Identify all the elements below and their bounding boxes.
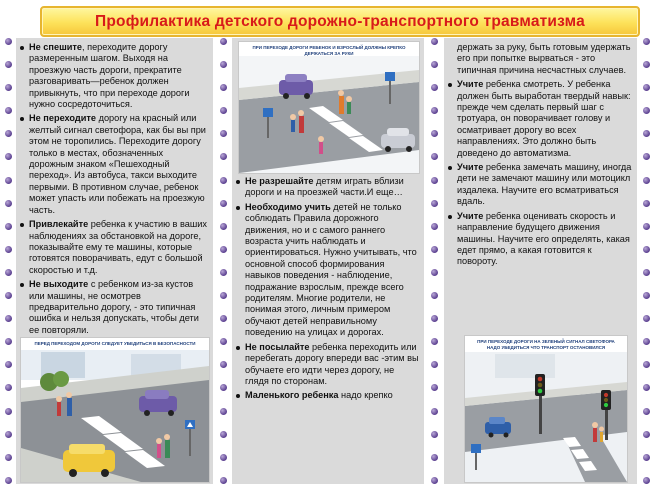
- decorative-dot: [5, 84, 12, 91]
- decorative-dot: [220, 223, 227, 230]
- decorative-dot: [431, 408, 438, 415]
- decorative-dot: [431, 269, 438, 276]
- decorative-dot: [5, 384, 12, 391]
- illustration-caption: ПЕРЕД ПЕРЕХОДОМ ДОРОГИ СЛЕДУЕТ УБЕДИТЬСЯ В БЕЗОПАСНОСТИ: [34, 341, 196, 346]
- illustration-caption: ПРИ ПЕРЕХОДЕ ДОРОГИ НА ЗЕЛЕНЫЙ СИГНАЛ СВЕТОФОРА НАДО УБЕДИТЬСЯ ЧТО ТРАНСПОРТ ОСТАНОВИЛСЯ: [477, 339, 615, 350]
- decorative-dot: [643, 431, 650, 438]
- decorative-dot: [643, 315, 650, 322]
- decorative-dot: [643, 477, 650, 484]
- decorative-dot: [431, 130, 438, 137]
- decorative-dot: [5, 107, 12, 114]
- column-1-list: [16, 38, 213, 336]
- item-text: детям играть вблизи дороги и на проезжей части.И еще…: [245, 176, 404, 198]
- decorative-dot: [5, 38, 12, 45]
- decorative-dot: [643, 292, 650, 299]
- column-3: [444, 38, 637, 484]
- list-item: [235, 176, 419, 199]
- title-banner: [40, 6, 640, 37]
- item-text: ребенка замечать машину, иногда дети не замечают машину или мотоцикл издалека. Научите его всматриваться вдаль.: [457, 162, 632, 207]
- decorative-dot: [431, 292, 438, 299]
- decorative-dot: [643, 454, 650, 461]
- column-3-list: [447, 79, 632, 268]
- decorative-dot: [5, 454, 12, 461]
- illustration-crossing-safety: [20, 337, 210, 483]
- crossing-scene-image: [239, 42, 419, 173]
- decorative-dot: [643, 177, 650, 184]
- item-text: надо крепко: [338, 390, 393, 401]
- decorative-dot: [5, 223, 12, 230]
- decorative-dot: [5, 361, 12, 368]
- decorative-dot: [431, 200, 438, 207]
- column-3-text: [444, 38, 637, 268]
- item-bold: Не спешите: [29, 42, 82, 52]
- decorative-dot: [5, 477, 12, 484]
- list-item: [447, 211, 632, 268]
- decorative-dot: [643, 107, 650, 114]
- illustration-hold-hands: [238, 41, 420, 174]
- item-text: ребенка оценивать скорость и направление будущего движения машины. Научите его определять, какая едет прямо, а какая готовится к повороту.: [457, 210, 630, 267]
- decorative-dot: [5, 153, 12, 160]
- decorative-dot: [5, 130, 12, 137]
- decorative-dot: [643, 361, 650, 368]
- list-item: [235, 390, 419, 401]
- item-bold: Не выходите: [29, 279, 89, 290]
- decorative-dot: [431, 61, 438, 68]
- list-item: [19, 279, 208, 336]
- decorative-dot: [220, 61, 227, 68]
- decorative-dot: [431, 338, 438, 345]
- list-item: [447, 162, 632, 208]
- decorative-dot: [431, 223, 438, 230]
- decorative-dot: [5, 408, 12, 415]
- item-bold: Учите: [457, 79, 484, 90]
- list-item: [447, 79, 632, 159]
- item-bold: Необходимо учить: [245, 201, 331, 212]
- decorative-dot: [431, 315, 438, 322]
- decorative-dot: [220, 84, 227, 91]
- decorative-dot: [5, 61, 12, 68]
- continuation-text: держать за руку, быть готовым удержать его при попытке вырваться - это типичная причина несчастных случаев.: [457, 42, 631, 75]
- illustration-traffic-light: [464, 335, 628, 483]
- decorative-dot: [643, 61, 650, 68]
- decorative-dot: [220, 200, 227, 207]
- decorative-dot: [220, 477, 227, 484]
- decorative-dot: [220, 269, 227, 276]
- decorative-dot: [643, 223, 650, 230]
- decorative-dot: [5, 200, 12, 207]
- decorative-dot: [643, 384, 650, 391]
- decorative-dot: [220, 107, 227, 114]
- decorative-dot: [643, 38, 650, 45]
- decorative-dot: [431, 361, 438, 368]
- decorative-dot: [431, 246, 438, 253]
- right-dot-rail: [640, 38, 652, 484]
- decorative-dot: [643, 84, 650, 91]
- item-bold: Учите: [457, 162, 484, 173]
- decorative-dot: [643, 269, 650, 276]
- list-item: [235, 202, 419, 339]
- decorative-dot: [431, 384, 438, 391]
- decorative-dot: [431, 38, 438, 45]
- item-text: дорогу на красный или желтый сигнал светофора, как бы вы при этом не торопились. Переходите дорогу только в местах, обозначенных дорожным знаком «Пешеходный переход». Из автобуса, такси выходите первыми. В противном случае, ребенок может упасть или побежать на проезжую часть.: [29, 113, 206, 215]
- decorative-dot: [643, 408, 650, 415]
- decorative-dot: [431, 477, 438, 484]
- decorative-dot: [220, 384, 227, 391]
- decorative-dot: [220, 177, 227, 184]
- decorative-dot: [5, 246, 12, 253]
- list-item: [19, 113, 208, 216]
- item-text: ребенка к участию в ваших наблюдениях за обстановкой на дороге, показывайте ему те машины, которые готовятся поворачивать, едут с большой скоростью и т.д.: [29, 219, 207, 275]
- list-item: [235, 342, 419, 388]
- column-2: [232, 38, 424, 484]
- decorative-dot: [220, 361, 227, 368]
- item-text: детей не только соблюдать Правила дорожного движения, но и с самого раннего возраста учить наблюдать и ориентироваться. Нужно учитывать, что основной способ формирования навыков поведения - наблюдение, подражание взрослым, прежде всего родителям. Многие родители, не понимая этого, личным примером обучают детей неправильному поведению на улицах и дорогах.: [245, 201, 417, 338]
- item-bold: Привлекайте: [29, 219, 89, 230]
- decorative-dot: [5, 315, 12, 322]
- item-text: ребенка смотреть. У ребенка должен быть выработан твердый навык: прежде чем сделать первый шаг с тротуара, он поворачивает голову и осматривает дорогу во всех направлениях. Это должно быть доведено до автоматизма.: [457, 79, 631, 158]
- decorative-dot: [5, 292, 12, 299]
- decorative-dot: [5, 431, 12, 438]
- column-2-list: [235, 176, 419, 405]
- left-dot-rail: [2, 38, 14, 484]
- item-text: ребенка переходить или перебегать дорогу впереди вас -этим вы обучаете его идти через дорогу, не глядя по сторонам.: [245, 341, 419, 386]
- item-text: , переходите дорогу размеренным шагом. Выходя на проезжую часть дороги, прекратите разговаривать—ребенок должен привыкнуть, что при переходе дороги нужно сосредоточиться.: [29, 42, 190, 110]
- rail-1: [217, 38, 229, 484]
- decorative-dot: [643, 200, 650, 207]
- item-bold: Не переходите: [29, 113, 97, 124]
- page-title: Профилактика детского дорожно-транспортного травматизма: [95, 12, 585, 30]
- decorative-dot: [643, 246, 650, 253]
- decorative-dot: [431, 431, 438, 438]
- decorative-dot: [431, 107, 438, 114]
- street-scene-image: [21, 338, 209, 482]
- decorative-dot: [220, 292, 227, 299]
- illustration-caption: ПРИ ПЕРЕХОДЕ ДОРОГИ РЕБЕНОК И ВЗРОСЛЫЙ ДОЛЖНЫ КРЕПКО ДЕРЖАТЬСЯ ЗА РУКИ: [252, 45, 406, 56]
- decorative-dot: [431, 177, 438, 184]
- decorative-dot: [220, 408, 227, 415]
- decorative-dot: [5, 269, 12, 276]
- decorative-dot: [431, 84, 438, 91]
- column-1: [16, 38, 213, 484]
- decorative-dot: [643, 338, 650, 345]
- item-bold: Не посылайте: [245, 341, 310, 352]
- decorative-dot: [220, 315, 227, 322]
- decorative-dot: [643, 130, 650, 137]
- decorative-dot: [220, 153, 227, 160]
- decorative-dot: [220, 246, 227, 253]
- item-bold: Маленького ребенка: [245, 390, 339, 401]
- decorative-dot: [220, 130, 227, 137]
- decorative-dot: [431, 454, 438, 461]
- rail-2: [428, 38, 440, 484]
- decorative-dot: [5, 338, 12, 345]
- item-bold: Не разрешайте: [245, 176, 314, 186]
- intersection-scene-image: [465, 336, 627, 482]
- decorative-dot: [220, 431, 227, 438]
- item-text: с ребенком из-за кустов или машины, не осмотрев предварительно дорогу, - это типичная ошибка и нельзя допускать, чтобы дети ее повторяли.: [29, 279, 199, 335]
- item-bold: Учите: [457, 210, 484, 221]
- decorative-dot: [220, 454, 227, 461]
- decorative-dot: [5, 177, 12, 184]
- list-item: [19, 42, 208, 110]
- list-item: [19, 219, 208, 276]
- decorative-dot: [431, 153, 438, 160]
- decorative-dot: [220, 338, 227, 345]
- decorative-dot: [220, 38, 227, 45]
- decorative-dot: [643, 153, 650, 160]
